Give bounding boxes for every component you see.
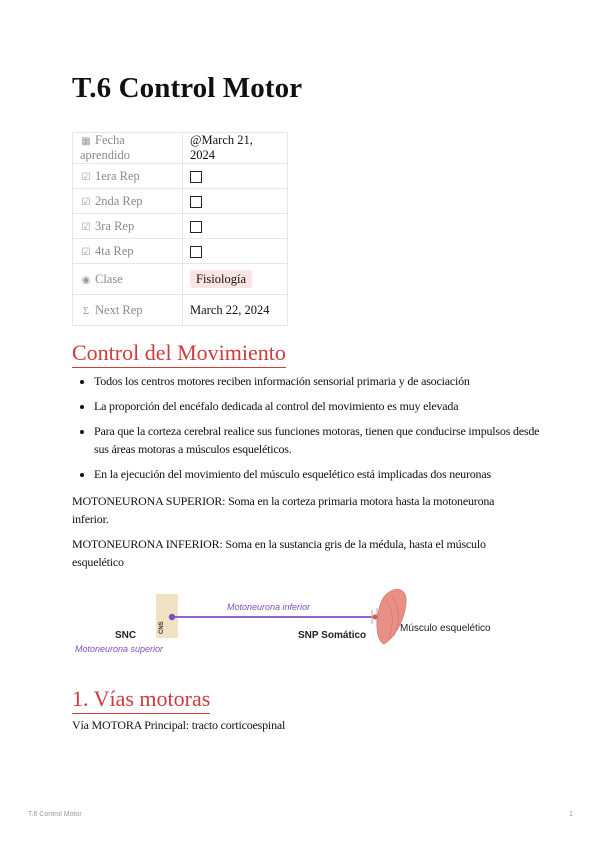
cns-label: CNS [159,621,165,634]
property-key: 1era Rep [95,168,140,183]
formula-icon: Σ [83,305,89,317]
rep-checkbox[interactable] [190,171,202,183]
properties-table [72,132,288,326]
property-key: 2nda Rep [95,193,143,208]
skeletal-muscle [377,589,406,644]
calendar-icon: ▦ [81,136,91,147]
upper-neuron-label: Motoneurona superior [75,644,164,654]
checkbox-icon: ☑ [81,196,91,208]
paragraph: MOTONEURONA INFERIOR: Soma en la sustancia gris de la médula, hasta el músculo esquelético [72,537,486,569]
property-row [73,264,288,295]
property-row [73,164,288,189]
property-row [73,295,288,326]
paragraph: Vía MOTORA Principal: tracto corticoespinal [72,718,286,732]
snc-label: SNC [115,630,137,641]
property-key: 3ra Rep [95,218,135,233]
bullet-list [72,372,554,490]
property-row [73,189,288,214]
rep-checkbox[interactable] [190,246,202,258]
lower-neuron-label: Motoneurona inferior [227,602,311,612]
property-row [73,239,288,264]
list-item: • Todos los centros motores reciben información sensorial primaria y de asociación [94,372,554,390]
list-item: • Para que la corteza cerebral realice sus funciones motoras, tienen que conducirse impulsos desde sus áreas motoras a músculos esqueléticos. [94,422,554,458]
rep-checkbox[interactable] [190,196,202,208]
paragraph: MOTONEURONA SUPERIOR: Soma en la corteza primaria motora hasta la motoneurona inferior. [72,494,495,526]
motor-neuron-diagram [72,586,512,662]
section-heading: 1. Vías motoras [72,686,210,714]
property-key: Fecha aprendido [80,133,130,162]
rep-checkbox[interactable] [190,221,202,233]
property-key: Next Rep [95,302,143,317]
property-key: 4ta Rep [95,243,134,258]
checkbox-icon: ☑ [81,221,91,233]
property-value: March 22, 2024 [183,295,288,326]
property-row [73,133,288,164]
snp-label: SNP Somático [298,630,367,641]
property-row [73,214,288,239]
page-number: 1 [569,811,573,818]
select-icon: ◉ [81,274,91,286]
list-item: • En la ejecución del movimiento del músculo esquelético está implicadas dos neuronas [94,465,554,483]
neuromuscular-junction [373,615,378,620]
page-title: T.6 Control Motor [72,72,303,104]
checkbox-icon: ☑ [81,171,91,183]
class-tag[interactable]: Fisiología [190,270,252,288]
muscle-label: Músculo esquelético [400,623,491,634]
footer-title: T.6 Control Motor [28,811,82,818]
checkbox-icon: ☑ [81,246,91,258]
list-item: • La proporción del encéfalo dedicada al control del movimiento es muy elevada [94,397,554,415]
property-value[interactable]: @March 21, 2024 [183,133,288,164]
section-heading: Control del Movimiento [72,340,286,368]
property-key: Clase [95,271,123,286]
